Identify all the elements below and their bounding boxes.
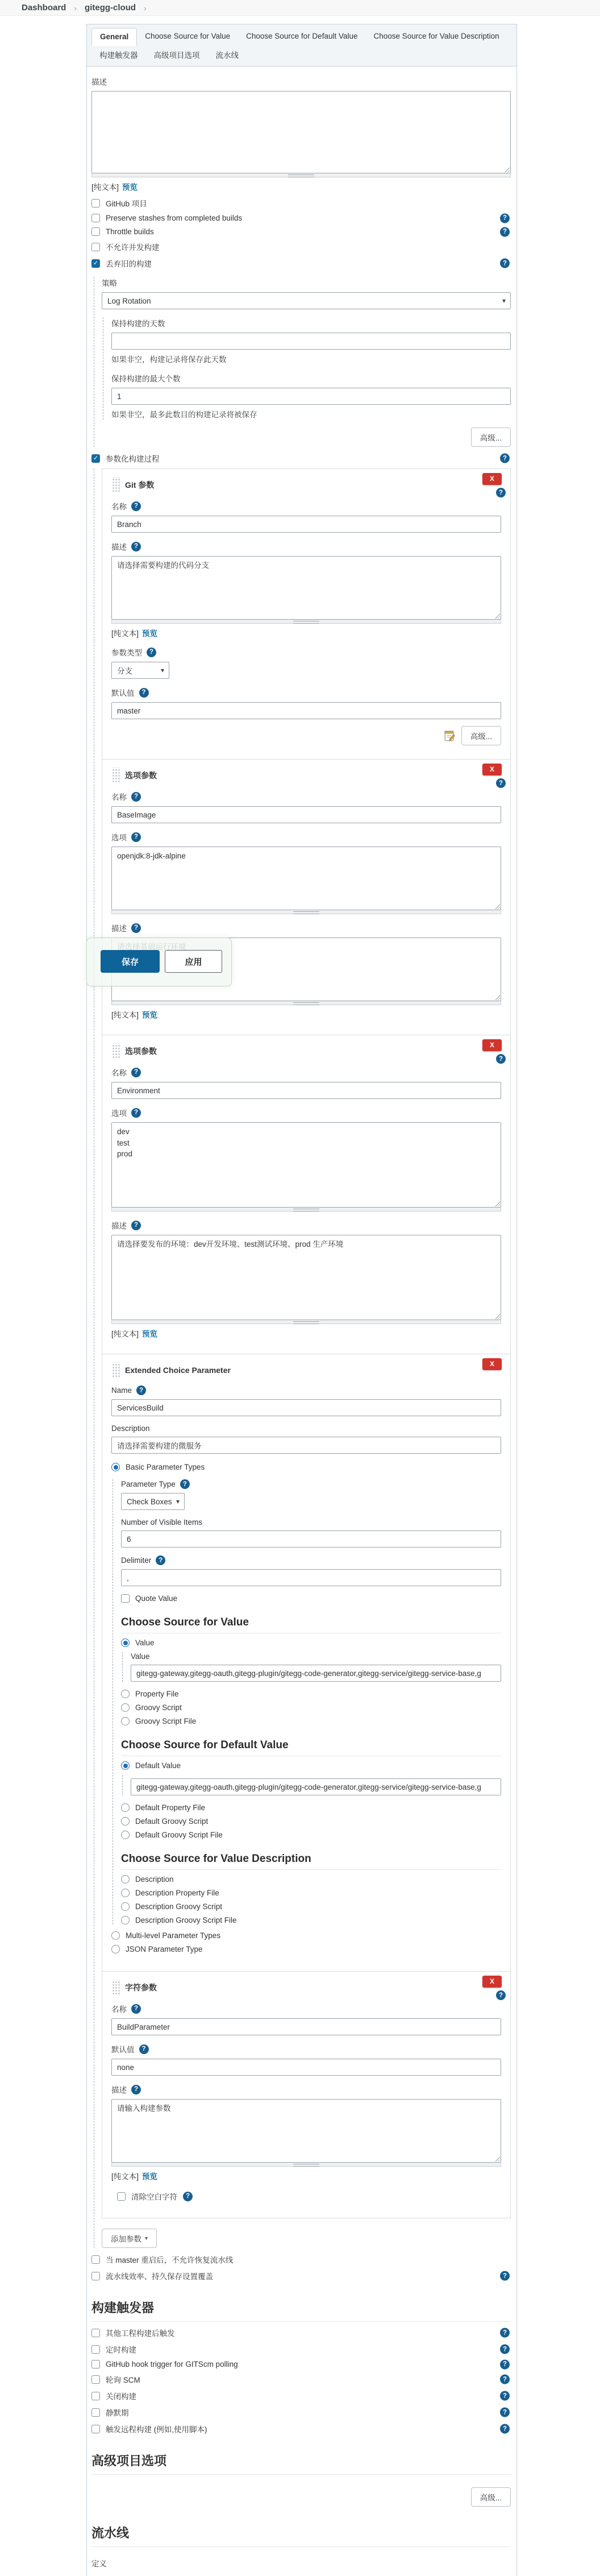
value-radio[interactable] xyxy=(121,1638,130,1647)
check-discard-old-builds: ✓ 丢弃旧的构建 ? xyxy=(91,258,511,269)
textarea-resize-handle[interactable] xyxy=(111,2163,501,2167)
drag-handle-icon[interactable] xyxy=(111,1362,120,1378)
groovy-script-radio[interactable] xyxy=(121,1703,130,1712)
check-trigger-github-hook: GitHub hook trigger for GITScm polling ? xyxy=(91,2360,511,2368)
value-source-section xyxy=(122,1652,501,1682)
preview-link[interactable]: 预览 xyxy=(142,1011,158,1019)
param-block-git xyxy=(102,468,511,760)
trigger-github-hook-checkbox[interactable] xyxy=(91,2360,100,2368)
help-icon[interactable] xyxy=(139,2044,149,2054)
radio-groovy-script-file: Groovy Script File xyxy=(121,1717,501,1725)
trigger-remote-checkbox[interactable] xyxy=(91,2425,100,2433)
plain-text-label: [纯文本] xyxy=(111,1011,139,1019)
parameters-section xyxy=(94,468,511,2248)
param-block-string xyxy=(102,1971,511,2218)
environment-choices-textarea[interactable] xyxy=(111,1122,501,1208)
breadcrumb-separator-icon: › xyxy=(74,3,77,13)
description-groovy-script-file-radio[interactable] xyxy=(121,1916,130,1924)
radio-property-file: Property File xyxy=(121,1690,501,1698)
help-icon[interactable] xyxy=(131,2004,141,2014)
delete-parameter-button[interactable]: X xyxy=(482,1039,502,1051)
plain-text-label: [纯文本] xyxy=(111,2172,139,2181)
help-icon[interactable] xyxy=(180,1479,190,1489)
radio-default-groovy-script-file: Default Groovy Script File xyxy=(121,1831,501,1839)
description-label: 描述 xyxy=(111,1222,127,1230)
help-icon[interactable] xyxy=(131,1068,141,1077)
param-block-extended-choice xyxy=(102,1354,511,1972)
help-icon[interactable] xyxy=(156,1555,165,1565)
discard-advanced-button[interactable]: 高级... xyxy=(471,428,511,447)
param-block-baseimage xyxy=(102,759,511,1035)
help-icon[interactable] xyxy=(500,213,510,223)
tab-advanced-options[interactable]: 高级项目选项 xyxy=(153,51,200,60)
notepad-edit-icon[interactable] xyxy=(444,730,456,742)
check-no-concurrent: 不允许并发构建 xyxy=(91,241,511,252)
discard-old-builds-section xyxy=(94,277,511,447)
choose-source-value-heading: Choose Source for Value xyxy=(121,1616,501,1633)
multi-level-radio[interactable] xyxy=(111,1931,120,1940)
textarea-resize-handle[interactable] xyxy=(111,1320,501,1324)
param-title: 选项参数 xyxy=(125,770,157,780)
ext-description-label: Description xyxy=(111,1424,150,1433)
help-icon[interactable] xyxy=(500,2391,510,2401)
description-radio[interactable] xyxy=(121,1875,130,1884)
name-label: 名称 xyxy=(111,793,127,802)
help-icon[interactable] xyxy=(500,259,510,268)
breadcrumb-job[interactable]: gitegg-cloud xyxy=(85,3,136,13)
ext-name-label: Name xyxy=(111,1386,132,1395)
help-icon[interactable] xyxy=(500,2408,510,2417)
json-parameter-radio[interactable] xyxy=(111,1945,120,1953)
help-icon[interactable] xyxy=(131,832,141,842)
days-to-keep-label: 保持构建的天数 xyxy=(111,320,165,328)
delete-parameter-button[interactable]: X xyxy=(482,1358,502,1370)
name-label: 名称 xyxy=(111,503,127,511)
tab-choose-source-default[interactable]: Choose Source for Default Value xyxy=(246,32,358,40)
description-groovy-script-radio[interactable] xyxy=(121,1902,130,1911)
log-rotation-section xyxy=(103,317,511,420)
trigger-poll-scm-checkbox[interactable] xyxy=(91,2375,100,2384)
breadcrumb-dashboard[interactable]: Dashboard xyxy=(22,3,66,13)
default-value-label: 默认值 xyxy=(111,689,135,698)
string-param-default-input[interactable] xyxy=(111,2059,501,2076)
check-parameterized: ✓ 参数化构建过程 ? xyxy=(91,453,511,464)
choose-source-desc-heading: Choose Source for Value Description xyxy=(121,1853,501,1870)
parameter-type-label: Parameter Type xyxy=(121,1480,176,1488)
check-trigger-timer: 定时构建 ? xyxy=(91,2343,511,2355)
add-parameter-button[interactable]: 添加参数 ▾ xyxy=(102,2229,157,2248)
trigger-other-projects-checkbox[interactable] xyxy=(91,2329,100,2337)
delimiter-input[interactable] xyxy=(121,1569,501,1586)
environment-desc-textarea[interactable] xyxy=(111,1235,501,1320)
default-property-file-radio[interactable] xyxy=(121,1803,130,1812)
baseimage-choices-textarea[interactable] xyxy=(111,847,501,910)
git-param-name-input[interactable] xyxy=(111,516,501,533)
help-icon[interactable] xyxy=(131,923,141,933)
config-form xyxy=(86,24,517,2576)
check-trim-string: 清除空白字符 ? xyxy=(117,2191,501,2202)
radio-description-groovy-script-file: Description Groovy Script File xyxy=(121,1916,501,1924)
radio-description-groovy-script: Description Groovy Script xyxy=(121,1902,501,1911)
trigger-timer-checkbox[interactable] xyxy=(91,2345,100,2354)
apply-button[interactable]: 应用 xyxy=(165,950,222,973)
visible-items-label: Number of Visible Items xyxy=(121,1518,203,1526)
string-param-desc-textarea[interactable] xyxy=(111,2099,501,2163)
environment-name-input[interactable] xyxy=(111,1082,501,1099)
strategy-label: 策略 xyxy=(102,279,117,288)
no-concurrent-checkbox[interactable] xyxy=(91,243,100,251)
days-to-keep-input[interactable] xyxy=(111,333,511,350)
breadcrumb xyxy=(0,0,600,16)
default-source-section xyxy=(122,1775,501,1795)
textarea-resize-handle[interactable] xyxy=(111,1001,501,1005)
textarea-resize-handle[interactable] xyxy=(111,1208,501,1212)
help-icon[interactable] xyxy=(496,778,506,788)
quote-value-checkbox[interactable] xyxy=(121,1594,130,1603)
radio-multi-level: Multi-level Parameter Types xyxy=(111,1931,501,1940)
help-icon[interactable] xyxy=(500,454,510,463)
check-trigger-remote: 触发远程构建 (例如,使用脚本) ? xyxy=(91,2423,511,2434)
textarea-resize-handle[interactable] xyxy=(111,910,501,914)
radio-default-groovy-script: Default Groovy Script xyxy=(121,1817,501,1826)
drag-handle-icon[interactable] xyxy=(111,768,120,783)
radio-basic-parameter-types: Basic Parameter Types xyxy=(111,1463,501,1471)
baseimage-desc-wrap xyxy=(111,938,501,1005)
advanced-options-button[interactable]: 高级... xyxy=(471,2487,511,2507)
help-icon[interactable] xyxy=(500,2375,510,2384)
param-title: Git 参数 xyxy=(125,480,155,490)
drag-handle-icon[interactable] xyxy=(111,477,120,492)
delete-parameter-button[interactable]: X xyxy=(482,1976,502,1988)
default-value-label: 默认值 xyxy=(111,2046,135,2054)
max-builds-input[interactable] xyxy=(111,388,511,405)
help-icon[interactable] xyxy=(131,2085,141,2094)
default-value-input[interactable] xyxy=(131,1778,501,1795)
no-resume-checkbox[interactable] xyxy=(91,2255,100,2264)
radio-value: Value xyxy=(121,1638,501,1647)
help-icon[interactable] xyxy=(500,2424,510,2434)
check-preserve-stashes: Preserve stashes from completed builds ? xyxy=(91,214,511,222)
choices-label: 选项 xyxy=(111,833,127,842)
choices-label: 选项 xyxy=(111,1109,127,1118)
param-title: Extended Choice Parameter xyxy=(125,1365,231,1375)
job-description-wrap xyxy=(91,91,511,177)
breadcrumb-separator-icon: › xyxy=(144,3,147,13)
help-icon[interactable] xyxy=(147,648,156,657)
parameterized-checkbox[interactable] xyxy=(91,454,100,463)
property-file-radio[interactable] xyxy=(121,1690,130,1698)
basic-parameter-section xyxy=(113,1479,501,1924)
durability-override-checkbox[interactable] xyxy=(91,2272,100,2280)
discard-old-builds-checkbox[interactable] xyxy=(91,259,100,268)
preview-link[interactable]: 预览 xyxy=(142,1330,158,1338)
plain-text-label: [纯文本] xyxy=(111,629,139,638)
textarea-resize-handle[interactable] xyxy=(91,173,511,177)
drag-handle-icon[interactable] xyxy=(111,1043,120,1059)
help-icon[interactable] xyxy=(131,501,141,511)
parameter-type-select[interactable]: Check Boxes ▾ xyxy=(121,1493,185,1510)
plain-text-label: [纯文本] xyxy=(91,183,119,192)
description-label: 描述 xyxy=(111,924,127,933)
delete-parameter-button[interactable]: X xyxy=(482,473,502,485)
build-triggers-heading: 构建触发器 xyxy=(91,2299,511,2322)
help-icon[interactable] xyxy=(139,688,149,698)
git-param-advanced-button[interactable]: 高级... xyxy=(461,726,501,745)
save-button[interactable]: 保存 xyxy=(101,950,160,973)
ext-name-input[interactable] xyxy=(111,1399,501,1416)
plain-text-label: [纯文本] xyxy=(111,1330,139,1338)
radio-default-property-file: Default Property File xyxy=(121,1803,501,1812)
pipeline-definition-label: 定义 xyxy=(91,2560,107,2568)
check-quote-value: Quote Value xyxy=(121,1594,501,1603)
groovy-script-file-radio[interactable] xyxy=(121,1717,130,1725)
choose-source-default-heading: Choose Source for Default Value xyxy=(121,1739,501,1756)
visible-items-input[interactable] xyxy=(121,1530,501,1548)
check-trigger-other-projects: 其他工程构建后触发 ? xyxy=(91,2327,511,2338)
string-param-name-input[interactable] xyxy=(111,2018,501,2035)
tab-pipeline[interactable]: 流水线 xyxy=(215,51,239,60)
preview-link[interactable]: 预览 xyxy=(122,183,138,192)
radio-json-parameter: JSON Parameter Type xyxy=(111,1945,501,1953)
check-trigger-disable-build: 关闭构建 ? xyxy=(91,2390,511,2401)
floating-save-bar xyxy=(86,938,232,986)
default-value-radio[interactable] xyxy=(121,1761,130,1770)
preview-link[interactable]: 预览 xyxy=(142,629,158,638)
help-icon[interactable] xyxy=(136,1386,146,1395)
baseimage-name-input[interactable] xyxy=(111,806,501,823)
description-label: 描述 xyxy=(111,543,127,551)
trim-string-checkbox[interactable] xyxy=(117,2192,126,2201)
help-icon[interactable] xyxy=(500,2271,510,2281)
radio-description: Description xyxy=(121,1875,501,1884)
value-input[interactable] xyxy=(131,1665,501,1682)
help-icon[interactable] xyxy=(496,488,506,497)
max-builds-help: 如果非空，最多此数目的构建记录将被保存 xyxy=(111,410,257,419)
advanced-options-heading: 高级项目选项 xyxy=(91,2451,511,2475)
radio-groovy-script: Groovy Script xyxy=(121,1703,501,1712)
tab-build-triggers[interactable]: 构建触发器 xyxy=(99,51,138,60)
name-label: 名称 xyxy=(111,1069,127,1077)
param-title: 选项参数 xyxy=(125,1046,157,1056)
tab-choose-source-desc[interactable]: Choose Source for Value Description xyxy=(373,32,499,40)
git-param-desc-textarea[interactable] xyxy=(111,556,501,620)
param-type-label: 参数类型 xyxy=(111,649,142,657)
check-trigger-poll-scm: 轮询 SCM ? xyxy=(91,2374,511,2385)
textarea-resize-handle[interactable] xyxy=(111,620,501,624)
preview-link[interactable]: 预览 xyxy=(142,2172,158,2181)
description-label: 描述 xyxy=(111,2086,127,2094)
value-label: Value xyxy=(131,1652,150,1661)
tab-choose-source-value[interactable]: Choose Source for Value xyxy=(145,32,231,40)
preserve-stashes-checkbox[interactable] xyxy=(91,214,100,222)
default-groovy-script-radio[interactable] xyxy=(121,1817,130,1826)
job-description-label: 描述 xyxy=(91,78,107,86)
tab-general[interactable]: General xyxy=(91,28,137,46)
default-groovy-script-file-radio[interactable] xyxy=(121,1831,130,1839)
help-icon[interactable] xyxy=(131,1221,141,1230)
help-icon[interactable] xyxy=(131,1108,141,1118)
help-icon[interactable] xyxy=(496,1990,506,2000)
help-icon[interactable] xyxy=(500,227,510,237)
help-icon[interactable] xyxy=(131,542,141,551)
trigger-disable-build-checkbox[interactable] xyxy=(91,2392,100,2400)
check-github-project: GitHub 项目 xyxy=(91,197,511,209)
config-tab-bar xyxy=(87,24,516,67)
basic-parameter-types-radio[interactable] xyxy=(111,1463,120,1471)
delimiter-label: Delimiter xyxy=(121,1556,152,1565)
check-throttle-builds: Throttle builds ? xyxy=(91,227,511,236)
radio-description-property-file: Description Property File xyxy=(121,1889,501,1897)
trigger-quiet-period-checkbox[interactable] xyxy=(91,2408,100,2417)
help-icon[interactable] xyxy=(131,792,141,802)
throttle-builds-checkbox[interactable] xyxy=(91,227,100,236)
param-block-environment xyxy=(102,1035,511,1354)
help-icon[interactable] xyxy=(496,1054,506,1064)
name-label: 名称 xyxy=(111,2005,127,2014)
check-durability-override: 流水线效率、持久保存设置覆盖 ? xyxy=(91,2270,511,2282)
check-trigger-quiet-period: 静默期 ? xyxy=(91,2407,511,2418)
help-icon[interactable] xyxy=(183,2192,193,2201)
max-builds-label: 保持构建的最大个数 xyxy=(111,375,181,383)
pipeline-heading: 流水线 xyxy=(91,2524,511,2547)
days-to-keep-help: 如果非空，构建记录将保存此天数 xyxy=(111,355,227,364)
delete-parameter-button[interactable]: X xyxy=(482,764,502,775)
param-title: 字符参数 xyxy=(125,1982,157,1992)
git-param-default-input[interactable] xyxy=(111,702,501,719)
help-icon[interactable] xyxy=(500,2328,510,2338)
git-param-type-select[interactable]: 分支 ▾ xyxy=(111,662,169,679)
help-icon[interactable] xyxy=(500,2359,510,2369)
drag-handle-icon[interactable] xyxy=(111,1980,120,1995)
radio-default-value: Default Value xyxy=(121,1761,501,1770)
job-description-textarea[interactable] xyxy=(91,91,511,173)
check-no-resume: 当 master 重启后，不允许恢复流水线 xyxy=(91,2254,511,2265)
help-icon[interactable] xyxy=(500,2345,510,2354)
strategy-select[interactable]: Log Rotation ▾ xyxy=(102,292,511,309)
ext-description-input[interactable] xyxy=(111,1437,501,1454)
github-project-checkbox[interactable] xyxy=(91,199,100,208)
description-property-file-radio[interactable] xyxy=(121,1889,130,1897)
caret-down-icon: ▾ xyxy=(145,2235,148,2242)
